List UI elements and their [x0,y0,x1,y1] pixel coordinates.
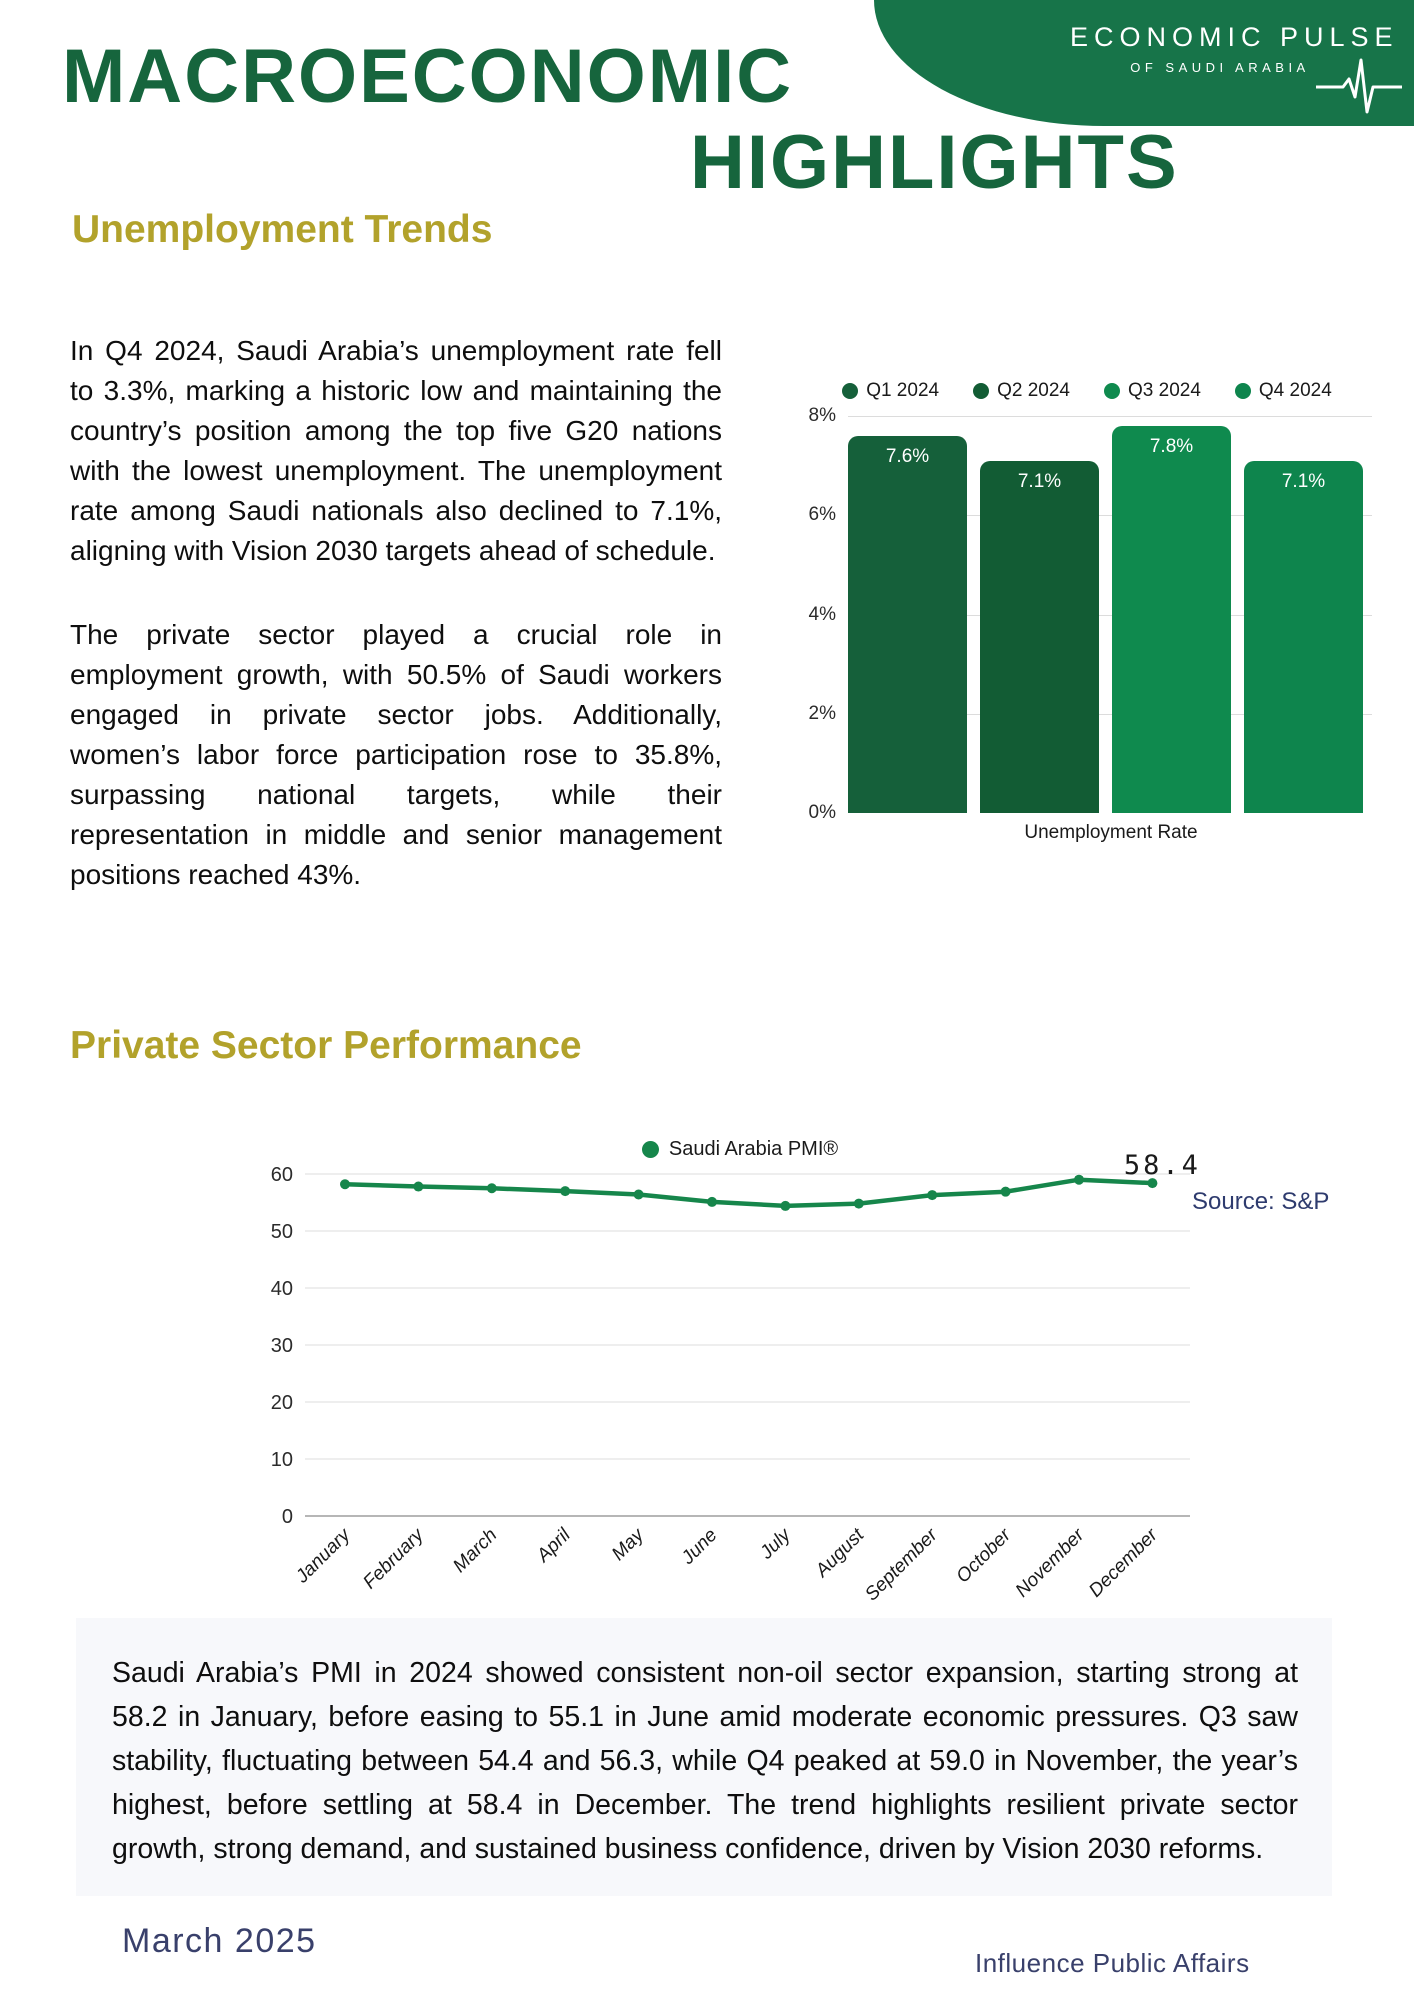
footer-date: March 2025 [122,1922,317,1960]
legend-label: Q4 2024 [1258,380,1332,401]
x-tick-july: July [756,1524,795,1564]
unemployment-chart-plot [808,405,1372,823]
legend-dot-icon [973,383,989,399]
legend-dot-icon [1235,383,1251,399]
pmi-point-april [560,1186,570,1196]
ekg-pulse-icon [1316,56,1402,118]
legend-label: Q3 2024 [1128,380,1201,401]
bar-q3-2024 [1112,426,1231,813]
bar-value-label: 7.1% [1017,470,1062,492]
x-tick-august: August [811,1524,869,1582]
x-tick-april: April [533,1524,575,1567]
pmi-point-june [707,1197,717,1207]
unemployment-paragraph-2: The private sector played a crucial role in employment growth, with 50.5% of Saudi workers engaged in private sector jobs. Additionally, women’s labor force participation rose to 35.8%, surpassing national targets, while their representation in middle and senior management positions reached 43%. [70,619,722,890]
pmi-point-september [927,1190,937,1200]
y-tick-label: 0 [281,1506,293,1528]
y-tick-label: 0% [808,802,836,823]
unemployment-chart-x-label: Unemployment Rate [1024,822,1198,843]
y-tick-label: 4% [808,603,836,625]
legend-item-q4-2024 [1235,380,1332,402]
pmi-line [345,1180,1152,1206]
y-tick-label: 40 [270,1278,293,1300]
page-title-line2: HIGHLIGHTS [690,120,1179,205]
pmi-point-march [487,1183,497,1193]
pmi-chart [230,1126,1340,1631]
bars-group [848,416,1372,813]
x-tick-february: February [359,1524,428,1594]
pmi-point-july [780,1201,790,1211]
y-tick-label: 6% [808,504,836,526]
footer-publisher: Influence Public Affairs [975,1948,1250,1978]
pmi-annotation: 58.4 [1123,1150,1201,1182]
bar-q1-2024 [848,436,967,813]
x-tick-march: March [449,1524,502,1577]
x-tick-may: May [607,1524,649,1565]
bar-q2-2024 [980,461,1099,813]
brand-subtitle: OF SAUDI ARABIA [1130,60,1310,75]
unemployment-chart [800,379,1374,844]
y-tick-label: 60 [270,1164,293,1186]
legend-label: Q2 2024 [997,380,1070,401]
legend-dot-icon [842,383,858,399]
bar-q4-2024 [1244,461,1363,813]
pmi-summary-box [76,1618,1332,1896]
pmi-point-january [340,1179,350,1189]
legend-label: Q1 2024 [866,380,940,401]
x-tick-november: November [1011,1524,1089,1602]
pmi-point-may [634,1190,644,1200]
unemployment-paragraph-1: In Q4 2024, Saudi Arabia’s unemployment rate fell to 3.3%, marking a historic low and maintaining the country’s position among the top five G20 nations with the lowest unemployment. The unemployment rate among Saudi nationals also declined to 7.1%, aligning with Vision 2030 targets ahead of schedule. [70,335,722,566]
page-title [62,34,1179,206]
bar-value-label: 7.1% [1281,470,1326,492]
x-tick-january: January [291,1524,355,1588]
legend-item-q2-2024 [973,380,1070,402]
legend-item-q3-2024 [1104,380,1201,402]
legend-item-q1-2024 [842,380,939,402]
y-tick-label: 20 [270,1392,293,1414]
y-tick-label: 30 [270,1335,293,1357]
bar-value-label: 7.6% [885,445,930,467]
unemployment-chart-legend [800,379,1374,403]
pmi-point-february [413,1182,423,1192]
y-tick-label: 50 [270,1221,293,1243]
x-tick-september: September [861,1524,942,1606]
bar-value-label: 7.8% [1149,435,1194,457]
pmi-point-october [1001,1187,1011,1197]
brand-name: ECONOMIC PULSE [1070,22,1399,52]
pmi-summary-text: Saudi Arabia’s PMI in 2024 showed consistent non-oil sector expansion, starting strong at 58.2 in January, before easing to 55.1 in June amid moderate economic pressures. Q3 saw stability, fluctuating between 54.4 and 56.3, while Q4 peaked at 59.0 in November, the year’s highest, before settling at 58.4 in December. The trend highlights resilient private sector growth, strong demand, and sustained business confidence, driven by Vision 2030 reforms. [112,1657,1298,1865]
section-heading-private-sector-performance: Private Sector Performance [70,1024,582,1067]
legend-dot-icon [1104,383,1120,399]
page-title-line1: MACROECONOMIC [62,34,794,119]
pmi-chart-svg [260,1150,1210,1626]
unemployment-text-column [70,331,722,895]
pmi-point-november [1074,1175,1084,1185]
pmi-legend-label: Saudi Arabia PMI® [668,1138,839,1160]
x-tick-october: October [952,1524,1016,1588]
y-tick-label: 2% [808,702,836,724]
x-tick-december: December [1085,1524,1162,1602]
pmi-chart-source: Source: S&P [1192,1188,1330,1215]
pmi-point-august [854,1199,864,1209]
y-tick-label: 10 [270,1449,293,1471]
y-tick-label: 8% [808,405,836,426]
x-tick-june: June [677,1524,722,1569]
section-heading-unemployment-trends: Unemployment Trends [72,208,493,251]
